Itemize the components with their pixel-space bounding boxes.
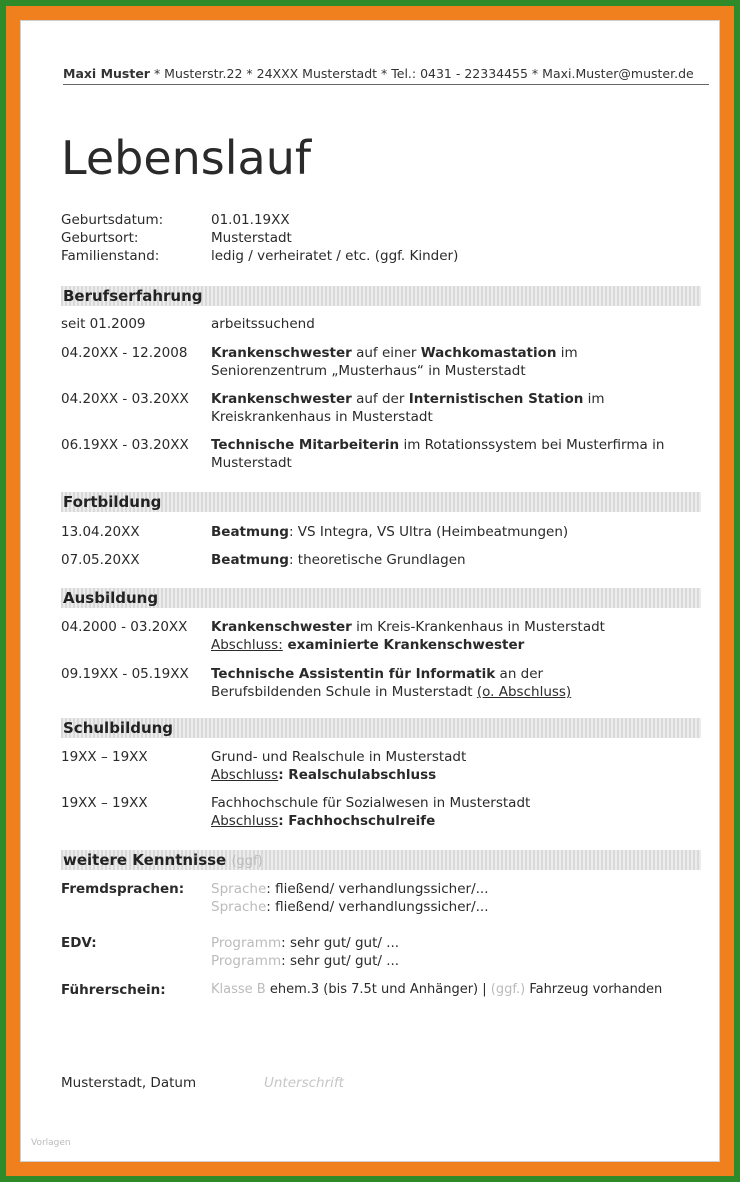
- page-title: Lebenslauf: [61, 131, 312, 185]
- personal-value: 01.01.19XX: [211, 212, 290, 228]
- item-date: seit 01.2009: [61, 316, 146, 332]
- item-text: Fachhochschule für Sozialwesen in Musterstadt Abschluss: Fachhochschulreife: [211, 795, 531, 829]
- item-date: 19XX – 19XX: [61, 749, 148, 765]
- section-schulbildung: [61, 718, 701, 738]
- item-text: Krankenschwester auf einer Wachkomastation im Seniorenzentrum „Musterhaus“ in Musterstadt: [211, 345, 578, 379]
- personal-label: Geburtsdatum:: [61, 212, 164, 228]
- section-fortbildung: [61, 492, 701, 512]
- item-text: Technische Assistentin für Informatik an der Berufsbildenden Schule in Musterstadt (o. Abschluss): [211, 666, 572, 700]
- item-date: 06.19XX - 03.20XX: [61, 437, 189, 453]
- personal-value: Musterstadt: [211, 230, 292, 246]
- edv-label: EDV:: [61, 935, 97, 951]
- footer-watermark: Vorlagen: [31, 1138, 71, 1148]
- fuehrerschein-value: Klasse B ehem.3 (bis 7.5t und Anhänger) | (ggf.) Fahrzeug vorhanden: [211, 982, 663, 997]
- cv-page: [20, 20, 720, 1162]
- section-heading: Berufserfahrung: [63, 287, 203, 305]
- header-name: Maxi Muster: [63, 66, 150, 81]
- section-heading: weitere Kenntnisse (ggf): [63, 851, 263, 869]
- item-date: 04.2000 - 03.20XX: [61, 619, 188, 635]
- item-text: arbeitssuchend: [211, 316, 315, 332]
- section-berufserfahrung: [61, 286, 701, 306]
- item-date: 13.04.20XX: [61, 524, 140, 540]
- item-date: 07.05.20XX: [61, 552, 140, 568]
- section-kenntnisse: [61, 850, 701, 870]
- header-divider: [63, 84, 709, 85]
- item-text: Technische Mitarbeiterin im Rotationssystem bei Musterfirma in Musterstadt: [211, 437, 665, 471]
- fuehrerschein-label: Führerschein:: [61, 982, 166, 998]
- item-date: 09.19XX - 05.19XX: [61, 666, 189, 682]
- item-text: Krankenschwester auf der Internistischen Station im Kreiskrankenhaus in Musterstadt: [211, 391, 605, 425]
- section-heading: Schulbildung: [63, 719, 174, 737]
- personal-value: ledig / verheiratet / etc. (ggf. Kinder): [211, 248, 459, 264]
- contact-header: [63, 66, 711, 81]
- header-contact: * Musterstr.22 * 24XXX Musterstadt * Tel.: 0431 - 22334455 * Maxi.Muster@muster.de: [149, 66, 694, 81]
- sprachen-values: Sprache: fließend/ verhandlungssicher/... Sprache: fließend/ verhandlungssicher/...: [211, 881, 489, 915]
- item-text: Grund- und Realschule in Musterstadt Abschluss: Realschulabschluss: [211, 749, 467, 783]
- item-date: 19XX – 19XX: [61, 795, 148, 811]
- section-heading: Ausbildung: [63, 589, 159, 607]
- signature: Unterschrift: [264, 1075, 344, 1091]
- place-date: Musterstadt, Datum: [61, 1075, 197, 1091]
- item-text: Krankenschwester im Kreis-Krankenhaus in Musterstadt Abschluss: examinierte Krankenschwester: [211, 619, 605, 653]
- section-ausbildung: [61, 588, 701, 608]
- personal-label: Familienstand:: [61, 248, 160, 264]
- item-text: Beatmung: theoretische Grundlagen: [211, 552, 466, 568]
- sprachen-label: Fremdsprachen:: [61, 881, 185, 897]
- personal-label: Geburtsort:: [61, 230, 139, 246]
- item-text: Beatmung: VS Integra, VS Ultra (Heimbeatmungen): [211, 524, 569, 540]
- section-heading: Fortbildung: [63, 493, 162, 511]
- item-date: 04.20XX - 12.2008: [61, 345, 188, 361]
- edv-values: Programm: sehr gut/ gut/ ... Programm: sehr gut/ gut/ ...: [211, 935, 400, 969]
- item-date: 04.20XX - 03.20XX: [61, 391, 189, 407]
